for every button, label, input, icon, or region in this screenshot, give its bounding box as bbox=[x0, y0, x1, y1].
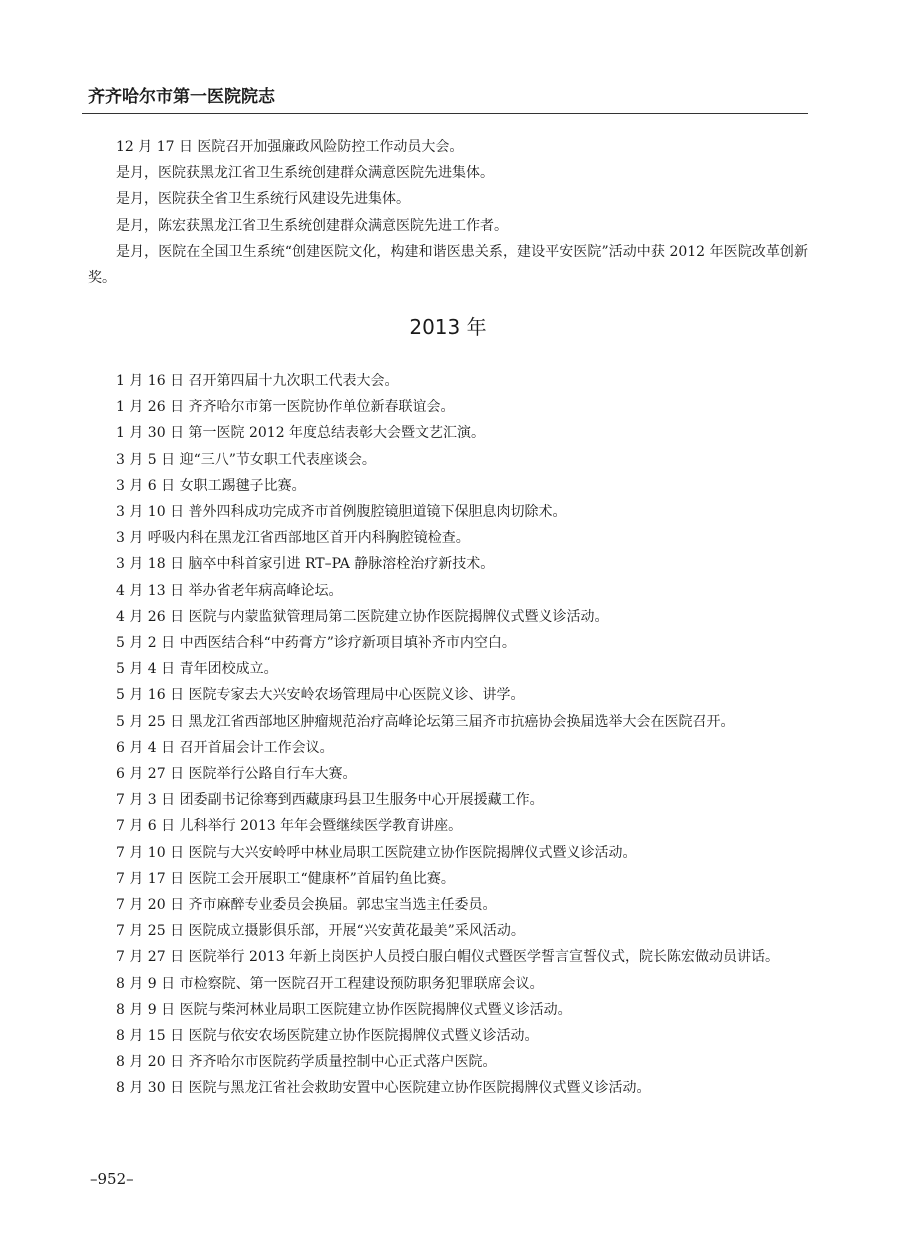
chronicle-entry: 1 月 16 日 召开第四届十九次职工代表大会。 bbox=[116, 373, 399, 389]
chronicle-entry: 7 月 10 日 医院与大兴安岭呼中林业局职工医院建立协作医院揭牌仪式暨义诊活动。 bbox=[116, 844, 637, 861]
chronicle-entry: 8 月 9 日 医院与柴河林业局职工医院建立协作医院揭牌仪式暨义诊活动。 bbox=[116, 1001, 572, 1018]
chronicle-entry: 5 月 4 日 青年团校成立。 bbox=[116, 661, 278, 678]
chronicle-entry: 是月，医院获黑龙江省卫生系统创建群众满意医院先进集体。 bbox=[116, 165, 494, 182]
chronicle-entry: 7 月 27 日 医院举行 2013 年新上岗医护人员授白服白帽仪式暨医学誓言宣誓仪式，院长陈宏做动员讲话。 bbox=[116, 949, 780, 966]
chronicle-entry: 7 月 17 日 医院工会开展职工“健康杯”首届钓鱼比赛。 bbox=[116, 870, 455, 887]
chronicle-entry: 3 月 5 日 迎“三八”节女职工代表座谈会。 bbox=[116, 451, 376, 468]
chronicle-entry: 3 月 6 日 女职工踢毽子比赛。 bbox=[116, 477, 306, 494]
chronicle-entry: 8 月 20 日 齐齐哈尔市医院药学质量控制中心正式落户医院。 bbox=[116, 1054, 497, 1071]
chronicle-entry: 12 月 17 日 医院召开加强廉政风险防控工作动员大会。 bbox=[116, 139, 464, 155]
year-heading: 2013 年 bbox=[409, 315, 487, 339]
chronicle-entry: 8 月 30 日 医院与黑龙江省社会救助安置中心医院建立协作医院揭牌仪式暨义诊活动。 bbox=[116, 1080, 651, 1097]
chronicle-entry: 3 月 呼吸内科在黑龙江省西部地区首开内科胸腔镜检查。 bbox=[116, 530, 470, 547]
chronicle-entry: 7 月 20 日 齐市麻醉专业委员会换届。郭忠宝当选主任委员。 bbox=[116, 897, 497, 914]
chronicle-entry: 5 月 25 日 黑龙江省西部地区肿瘤规范治疗高峰论坛第三届齐市抗癌协会换届选举大会在医院召开。 bbox=[116, 713, 735, 730]
chronicle-entry: 4 月 13 日 举办省老年病高峰论坛。 bbox=[116, 582, 343, 599]
chronicle-entry: 6 月 4 日 召开首届会计工作会议。 bbox=[116, 739, 334, 756]
chronicle-entry: 6 月 27 日 医院举行公路自行车大赛。 bbox=[116, 766, 357, 783]
entries-2013 bbox=[88, 368, 808, 1102]
chronicle-entry: 是月，医院在全国卫生系统“创建医院文化，构建和谐医患关系，建设平安医院”活动中获 2012 年医院改革创新奖。 bbox=[88, 243, 808, 287]
chronicle-entry: 8 月 9 日 市检察院、第一医院召开工程建设预防职务犯罪联席会议。 bbox=[116, 975, 544, 992]
chronicle-entry: 1 月 30 日 第一医院 2012 年度总结表彰大会暨文艺汇演。 bbox=[116, 425, 486, 442]
chronicle-entry: 7 月 3 日 团委副书记徐骞到西藏康玛县卫生服务中心开展援藏工作。 bbox=[116, 792, 544, 809]
top-entries bbox=[88, 134, 808, 291]
chronicle-entry: 7 月 25 日 医院成立摄影俱乐部，开展“兴安黄花最美”采风活动。 bbox=[116, 923, 525, 940]
chronicle-entry: 是月，陈宏获黑龙江省卫生系统创建群众满意医院先进工作者。 bbox=[116, 217, 508, 234]
page-number: –952– bbox=[90, 1170, 134, 1188]
running-header: 齐齐哈尔市第一医院院志 bbox=[88, 87, 275, 107]
chronicle-entry: 1 月 26 日 齐齐哈尔市第一医院协作单位新春联谊会。 bbox=[116, 399, 455, 416]
chronicle-entry: 5 月 16 日 医院专家去大兴安岭农场管理局中心医院义诊、讲学。 bbox=[116, 687, 525, 704]
chronicle-entry: 5 月 2 日 中西医结合科“中药膏方”诊疗新项目填补齐市内空白。 bbox=[116, 635, 516, 652]
chronicle-entry: 7 月 6 日 儿科举行 2013 年年会暨继续医学教育讲座。 bbox=[116, 818, 463, 835]
header-rule bbox=[82, 113, 808, 114]
chronicle-entry: 是月，医院获全省卫生系统行风建设先进集体。 bbox=[116, 191, 410, 208]
chronicle-entry: 3 月 10 日 普外四科成功完成齐市首例腹腔镜胆道镜下保胆息肉切除术。 bbox=[116, 504, 567, 521]
chronicle-entry: 4 月 26 日 医院与内蒙监狱管理局第二医院建立协作医院揭牌仪式暨义诊活动。 bbox=[116, 608, 609, 625]
chronicle-entry: 8 月 15 日 医院与依安农场医院建立协作医院揭牌仪式暨义诊活动。 bbox=[116, 1028, 539, 1045]
chronicle-entry: 3 月 18 日 脑卒中科首家引进 RT–PA 静脉溶栓治疗新技术。 bbox=[116, 556, 495, 573]
